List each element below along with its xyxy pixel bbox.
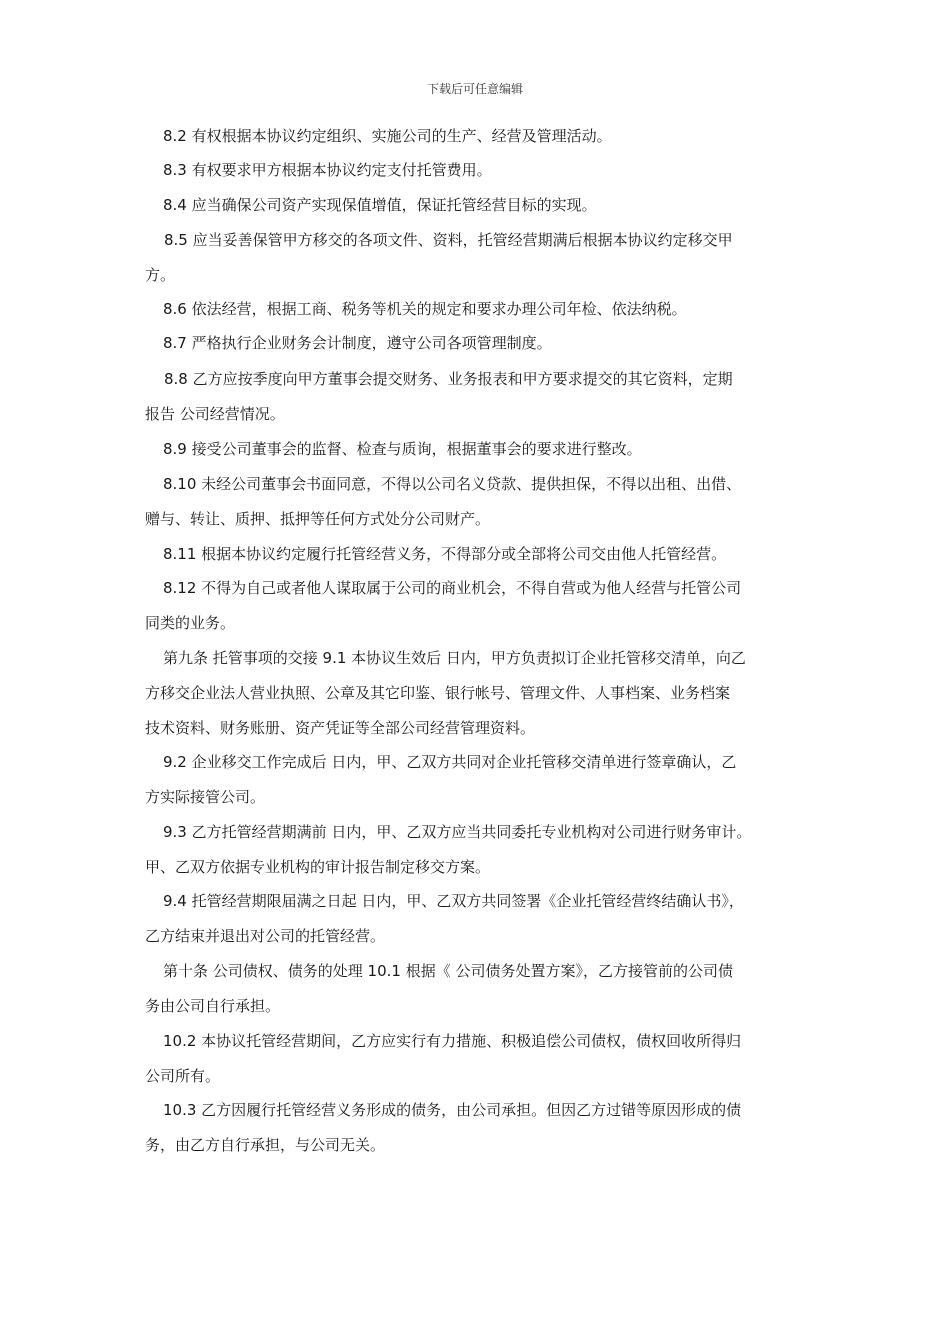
paragraph-line: 10.3 乙方因履行托管经营义务形成的债务，由公司承担。但因乙方过错等原因形成的债 (163, 1101, 742, 1119)
paragraph-line: 10.2 本协议托管经营期间，乙方应实行有力措施、积极追偿公司债权，债权回收所得归 (163, 1032, 742, 1050)
paragraph-line: 第十条 公司债权、债务的处理 10.1 根据《 公司债务处置方案》，乙方接管前的公司债 (163, 962, 733, 980)
paragraph-line: 8.11 根据本协议约定履行托管经营义务，不得部分或全部将公司交由他人托管经营。 (163, 545, 727, 563)
paragraph-line: 方实际接管公司。 (145, 788, 266, 806)
paragraph-line: 8.4 应当确保公司资产实现保值增值，保证托管经营目标的实现。 (163, 196, 597, 214)
paragraph-line: 8.3 有权要求甲方根据本协议约定支付托管费用。 (163, 161, 492, 179)
paragraph-line: 乙方结束并退出对公司的托管经营。 (145, 927, 386, 945)
paragraph-line: 报告 公司经营情况。 (145, 405, 285, 423)
paragraph-line: 9.4 托管经营期限届满之日起 日内，甲、乙双方共同签署《企业托管经营终结确认书》， (163, 892, 744, 910)
paragraph-line: 8.2 有权根据本协议约定组织、实施公司的生产、经营及管理活动。 (163, 127, 612, 145)
paragraph-line: 第九条 托管事项的交接 9.1 本协议生效后 日内，甲方负责拟订企业托管移交清单，向乙 (163, 649, 746, 667)
paragraph-line: 9.3 乙方托管经营期满前 日内，甲、乙双方应当共同委托专业机构对公司进行财务审计。 (163, 823, 752, 841)
paragraph-line: 甲、乙双方依据专业机构的审计报告制定移交方案。 (145, 858, 491, 876)
paragraph-line: 8.10 未经公司董事会书面同意，不得以公司名义贷款、提供担保，不得以出租、出借、 (163, 475, 742, 493)
paragraph-line: 8.12 不得为自己或者他人谋取属于公司的商业机会，不得自营或为他人经营与托管公司 (163, 579, 742, 597)
paragraph-line: 8.6 依法经营，根据工商、税务等机关的规定和要求办理公司年检、依法纳税。 (163, 300, 687, 318)
paragraph-line: 公司所有。 (145, 1067, 221, 1085)
paragraph-line: 方。 (145, 266, 176, 284)
paragraph-line: 方移交企业法人营业执照、公章及其它印鉴、银行帐号、管理文件、人事档案、业务档案 (145, 684, 731, 702)
paragraph-line: 同类的业务。 (145, 614, 236, 632)
paragraph-line: 务由公司自行承担。 (145, 997, 281, 1015)
paragraph-line: 赠与、转让、质押、抵押等任何方式处分公司财产。 (145, 510, 491, 528)
paragraph-line: 9.2 企业移交工作完成后 日内，甲、乙双方共同对企业托管移交清单进行签章确认，乙 (163, 753, 737, 771)
paragraph-line: 8.7 严格执行企业财务会计制度，遵守公司各项管理制度。 (163, 334, 552, 352)
paragraph-line: 8.9 接受公司董事会的监督、检查与质询，根据董事会的要求进行整改。 (163, 440, 642, 458)
page-header: 下载后可任意编辑 (426, 82, 523, 96)
paragraph-line: 8.5 应当妥善保管甲方移交的各项文件、资料，托管经营期满后根据本协议约定移交甲 (164, 231, 733, 249)
paragraph-line: 务，由乙方自行承担，与公司无关。 (145, 1136, 386, 1154)
paragraph-line: 8.8 乙方应按季度向甲方董事会提交财务、业务报表和甲方要求提交的其它资料，定期 (164, 370, 733, 388)
paragraph-line: 技术资料、财务账册、资产凭证等全部公司经营管理资料。 (145, 719, 536, 737)
